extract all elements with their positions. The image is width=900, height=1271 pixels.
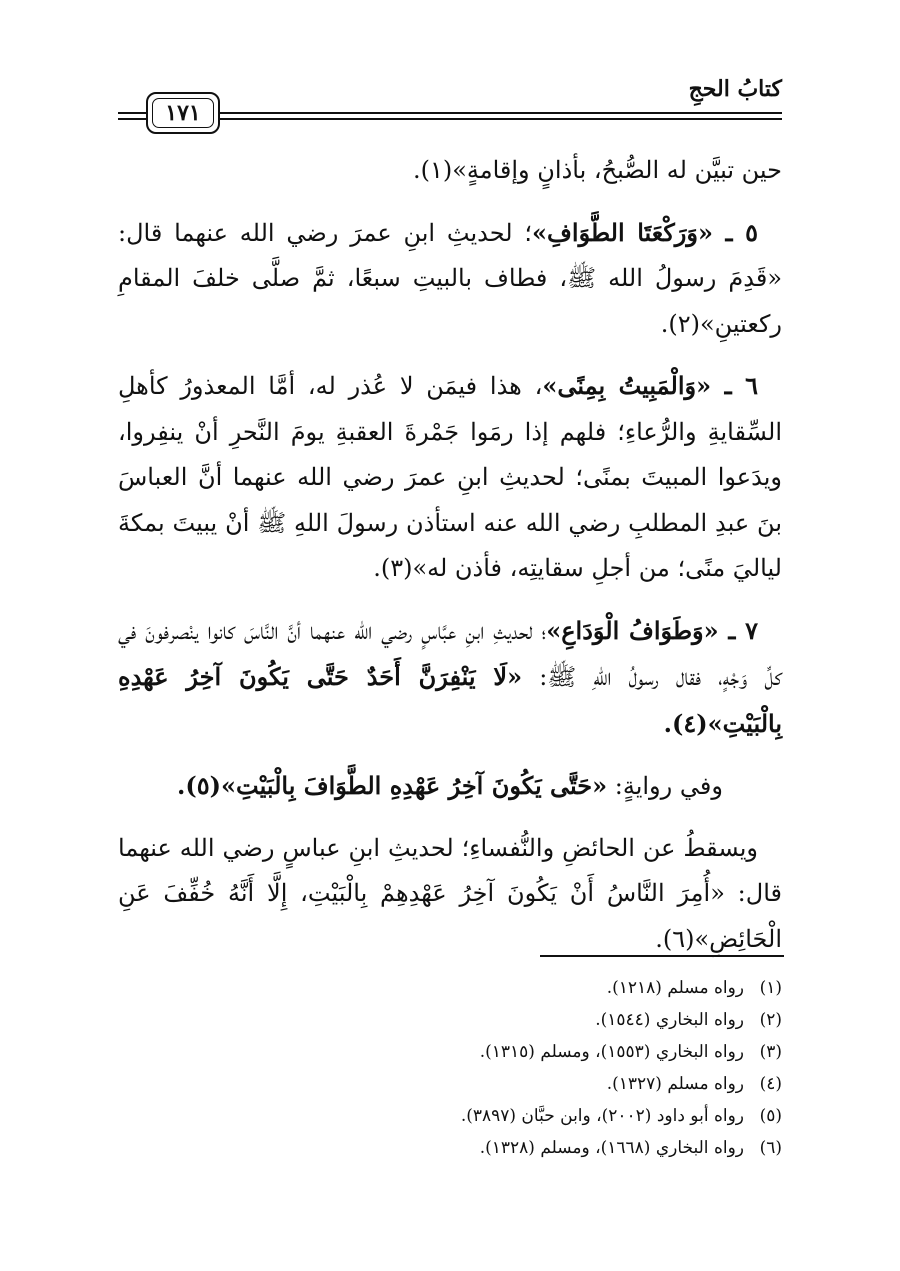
footnote-number: (٦)	[759, 1138, 782, 1158]
hadith-quote: «لَا يَنْفِرَنَّ أَحَدٌ حَتَّى يَكُونَ آخِرُ عَهْدِهِ بِالْبَيْتِ»(٤).	[118, 662, 782, 738]
footnote-separator	[540, 955, 784, 957]
footnote-text: رواه مسلم (١٢١٨).	[606, 978, 744, 998]
page-number-frame	[146, 92, 220, 134]
paragraph-text: ؛ لحديثِ ابنِ عبَّاسٍ رضي الله عنهما أنَّ النَّاسَ كانوا ينْصرفونَ في كلِّ وَجْهٍ، فقال رسولُ اللهِ ﷺ:	[118, 616, 782, 691]
paragraph-text: ؛ لحديثِ ابنِ عمرَ رضي الله عنهما قال: «قَدِمَ رسولُ الله ﷺ، فطاف بالبيتِ سبعًا، ثمَّ صلَّى خلفَ المقامِ ركعتينِ»(٢).	[118, 218, 783, 338]
paragraph	[118, 363, 782, 592]
page-header	[118, 72, 782, 132]
paragraph-text: وفي روايةٍ:	[614, 772, 723, 800]
paragraph-text: حين تبيَّن له الصُّبحُ، بأذانٍ وإقامةٍ»(١).	[412, 156, 782, 184]
footnote	[118, 1036, 782, 1068]
footnote	[118, 972, 782, 1004]
paragraph-text: ، هذا فيمَن لا عُذر له، أمَّا المعذورُ كأهلِ السِّقايةِ والرُّعاءِ؛ فلهم إذا رمَوا جَمْرةَ العقبةِ يومَ النَّحرِ أنْ ينفِروا، ويدَعوا المبيتَ بمنًى؛ لحديثِ ابنِ عمرَ رضي الله عنهما أنَّ العباسَ بنَ عبدِ المطلبِ رضي الله عنه استأذن رسولَ اللهِ ﷺ أنْ يبيتَ بمكةَ لياليَ منًى؛ من أجلِ سقايتِه، فأذن له»(٣).	[118, 372, 782, 582]
footnote	[118, 1100, 782, 1132]
footnote-number: (١)	[759, 978, 782, 998]
paragraph	[118, 148, 782, 194]
footnote-text: رواه البخاري (١٥٤٤).	[595, 1010, 744, 1030]
footnote-text: رواه أبو داود (٢٠٠٢)، وابن حبَّان (٣٨٩٧).	[460, 1106, 744, 1126]
section-label: ٧ ـ «وَطَوَافُ الْوَدَاعِ»	[546, 615, 758, 645]
hadith-quote: «حَتَّى يَكُونَ آخِرُ عَهْدِهِ الطَّوَافَ بِالْبَيْتِ»(٥).	[177, 771, 608, 800]
section-label: ٥ ـ «وَرَكْعَتَا الطَّوَافِ»	[532, 217, 758, 247]
footnote-number: (٥)	[759, 1106, 782, 1126]
footnote	[118, 1004, 782, 1036]
footnote-text: رواه البخاري (١٦٦٨)، ومسلم (١٣٢٨).	[479, 1138, 744, 1158]
footnote-text: رواه البخاري (١٥٥٣)، ومسلم (١٣١٥).	[479, 1042, 744, 1062]
footnote	[118, 1132, 782, 1164]
footnotes	[118, 972, 782, 1164]
footnote	[118, 1068, 782, 1100]
paragraph	[118, 608, 782, 748]
page-number: ١٧١	[165, 100, 201, 126]
book-title: كتابُ الحجِ	[688, 76, 782, 102]
paragraph	[118, 826, 782, 963]
footnote-text: رواه مسلم (١٣٢٧).	[606, 1074, 744, 1094]
paragraph	[118, 763, 782, 810]
footnote-number: (٤)	[759, 1074, 782, 1094]
footnote-number: (٣)	[759, 1042, 782, 1062]
footnote-number: (٢)	[759, 1010, 782, 1030]
paragraph-text: ويسقطُ عن الحائضِ والنُّفساءِ؛ لحديثِ ابنِ عباسٍ رضي الله عنهما قال: «أُمِرَ النَّاسُ أَنْ يَكُونَ آخِرُ عَهْدِهِمْ بِالْبَيْتِ، إِلَّا أَنَّهُ خُفِّفَ عَنِ الْحَائِضِ»(٦).	[118, 833, 782, 953]
section-label: ٦ ـ «وَالْمَبِيتُ بِمِنًى»	[542, 371, 758, 400]
paragraph	[118, 210, 782, 348]
main-text	[118, 148, 782, 962]
